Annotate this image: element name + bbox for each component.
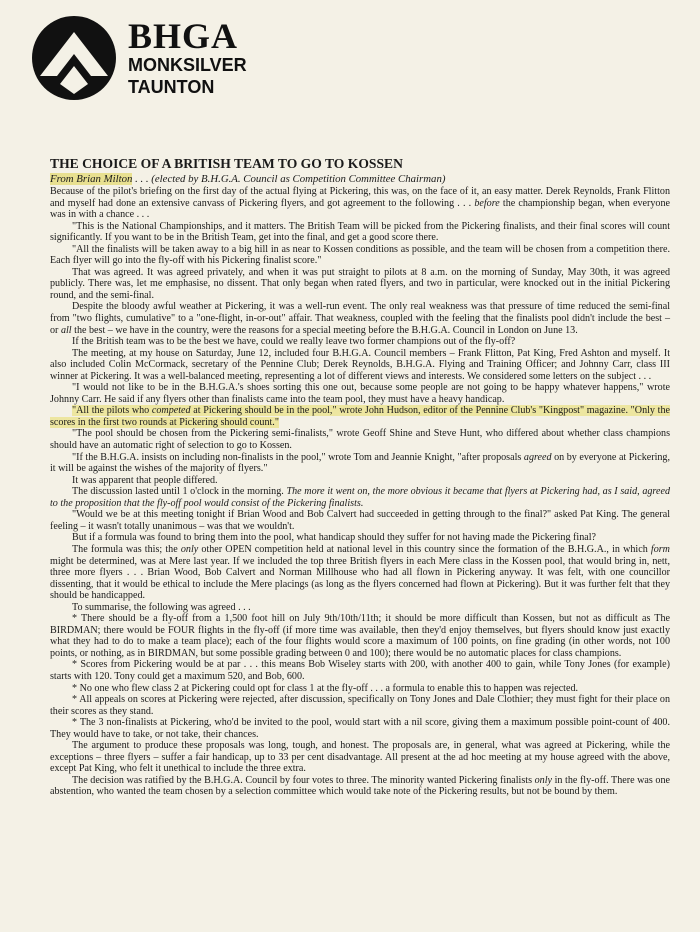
paragraph: "I would not like to be in the B.H.G.A.'s shoes sorting this one out, because some people are not going to be happy whatever happens," wrote Johnny Carr. He said if any flyers other than finalists came into the team pool, they must have a heavy handicap.	[50, 382, 670, 405]
paragraph: That was agreed. It was agreed privately, and when it was put straight to pilots at 8 a.m. on the morning of Sunday, May 30th, it was agreed publicly. There was, let me emphasise, no dissent. That only began when rated flyers, and two in particular, were knocked out in the initial Pickering round, and the semi-final.	[50, 266, 670, 301]
paragraph: * Scores from Pickering would be at par . . . this means Bob Wiseley starts with 200, with another 400 to gain, while Tony Jones (for example) starts with 120. Tony could get a maximum 520, and Bob, 600.	[50, 659, 670, 682]
article-title: THE CHOICE OF A BRITISH TEAM TO GO TO KOSSEN	[50, 156, 403, 171]
paragraph: "The pool should be chosen from the Pickering semi-finalists," wrote Geoff Shine and Steve Hunt, who differed about whether class champions should have an automatic right of selection to go to Kossen.	[50, 428, 670, 452]
paragraph: If the British team was to be the best we have, could we really leave two former champions out of the fly-off?	[72, 336, 516, 348]
paragraph: But if a formula was found to bring them into the pool, what handicap should they suffer for not having made the Pickering final?	[72, 532, 597, 544]
paragraph: Despite the bloody awful weather at Pickering, it was a well-run event. The only real weakness was that pressure of time reduced the semi-final from "two flights, cumulative" to a "one-flight, in-or-out" affair. That weakness, coupled with the feeling that the finalists pool didn't include the best – or all the best – we have in the country, were the reasons for a special meeting before the B.H.G.A. Council in London on June 13.	[50, 301, 670, 336]
paragraph-highlighted: "All the pilots who competed at Pickering should be in the pool," wrote John Hudson, editor of the Pennine Club's "Kingpost" magazine. "Only the scores in the first two rounds at Pickering should count."	[50, 405, 670, 428]
byline-author: From Brian Milton	[50, 173, 133, 185]
paragraph: The argument to produce these proposals was long, tough, and honest. The proposals are, in general, what was agreed at Pickering, while the exceptions – three flyers – suffer a fair handicap, up to 33 per cent disadvantage. All present at the ad hoc meeting at my house agreed with the above, except Pat King, who felt it unethical to include the three extra.	[50, 740, 670, 775]
paragraph: It was apparent that people differed.	[72, 474, 218, 486]
paragraph: * There should be a fly-off from a 1,500 foot hill on July 9th/10th/11th; it should be more difficult than Kossen, but not as difficult as The BIRDMAN; there would be FOUR flights in the fly-off (if more time was available, then they'd enjoy themselves, but flyers should know just exactly what they had to do to make a team place); each of the four flights would score a maximum of 100 points, on fine grading (in other words, not 100 points, or nothing, as in BIRDMAN, but some possible grading between 0 and 100); there would be no automatic places for class champions.	[50, 613, 670, 659]
paragraph: The formula was this; the only other OPEN competition held at national level in this country since the formation of the B.H.G.A., in which form might be determined, was at Mere last year. If we included the top three British flyers in each Mere class in the Kossen pool, that would bring in, nett, three more flyers . . . Brian Wood, Bob Calvert and Norman Millhouse who had all flown in Pickering anyway. It was felt, with one councillor dissenting, that it would be ethical to include the Mere placings (as long as the flyers concerned had flown at Pickering). But it was further felt that they should be handicapped.	[50, 543, 670, 602]
paragraph: The meeting, at my house on Saturday, June 12, included four B.H.G.A. Council members – Frank Flitton, Pat King, Fred Ashton and myself. It also included Colin McCormack, secretary of the Pennine Club; Derek Reynolds, B.H.G.A. Flying and Training Officer; and Johnny Carr, class III winner at Pickering. It was a well-balanced meeting, representing a lot of different views and interests. We considered some letters on the subject . . .	[50, 347, 670, 382]
paragraph: To summarise, the following was agreed . . .	[72, 601, 251, 613]
bhga-triangle-logo-icon	[30, 14, 118, 102]
address-line-2: TAUNTON	[128, 77, 215, 97]
byline-role: . . . (elected by B.H.G.A. Council as Competition Committee Chairman)	[135, 173, 446, 185]
paragraph: The discussion lasted until 1 o'clock in the morning. The more it went on, the more obvious it became that flyers at Pickering had, as I said, agreed to the proposition that the fly-off pool would consist of the Pickering finalists.	[50, 486, 670, 509]
paragraph: * No one who flew class 2 at Pickering could opt for class 1 at the fly-off . . . a formula to enable this to happen was rejected.	[72, 682, 579, 694]
paragraph: "If the B.H.G.A. insists on including non-finalists in the pool," wrote Tom and Jeannie Knight, "after proposals agreed on by everyone at Pickering, it will be against the wishes of the majority of flyers."	[50, 451, 671, 475]
paragraph: * The 3 non-finalists at Pickering, who'd be invited to the pool, would start with a nil score, giving them a maximum possible point-count of 400. They would have to take, or not take, their chances.	[50, 717, 670, 740]
paragraph: "All the finalists will be taken away to a big hill in as near to Kossen conditions as possible, and the team will be chosen from a competition there. Each flyer will go into the fly-off with his Pickering finalist score."	[50, 243, 670, 267]
address-line-1: MONKSILVER	[128, 55, 247, 75]
org-name: BHGA	[128, 16, 239, 56]
letterhead-address	[128, 18, 247, 98]
article-byline	[50, 172, 670, 186]
paragraph: "This is the National Championships, and it matters. The British Team will be picked from the Pickering finalists, and their final scores will count significantly. If you want to be in the British Team, get into the final, and get a good score there.	[50, 220, 670, 244]
paragraph: "Would we be at this meeting tonight if Brian Wood and Bob Calvert had succeeded in getting through to the final?" asked Pat King. The general feeling – it wasn't totally unanimous – was that we wouldn't.	[50, 509, 670, 532]
paragraph: * All appeals on scores at Pickering were rejected, after discussion, specifically on Tony Jones and Dale Clothier; they must fight for their place on their scores as they stand.	[50, 694, 670, 717]
paragraph: The decision was ratified by the B.H.G.A. Council by four votes to three. The minority wanted Pickering finalists only in the fly-off. There was one abstention, who wanted the team chosen by a selection committee which would take note of the Pickering results, but not be bound by them.	[50, 774, 671, 798]
paragraph: Because of the pilot's briefing on the first day of the actual flying at Pickering, this was, on the face of it, an easy matter. Derek Reynolds, Frank Flitton and myself had done an extensive canvass of Pickering flyers, and got agreement to the following . . . before the championship began, when everyone was in with a chance . . .	[50, 186, 670, 221]
article-body	[50, 186, 670, 798]
